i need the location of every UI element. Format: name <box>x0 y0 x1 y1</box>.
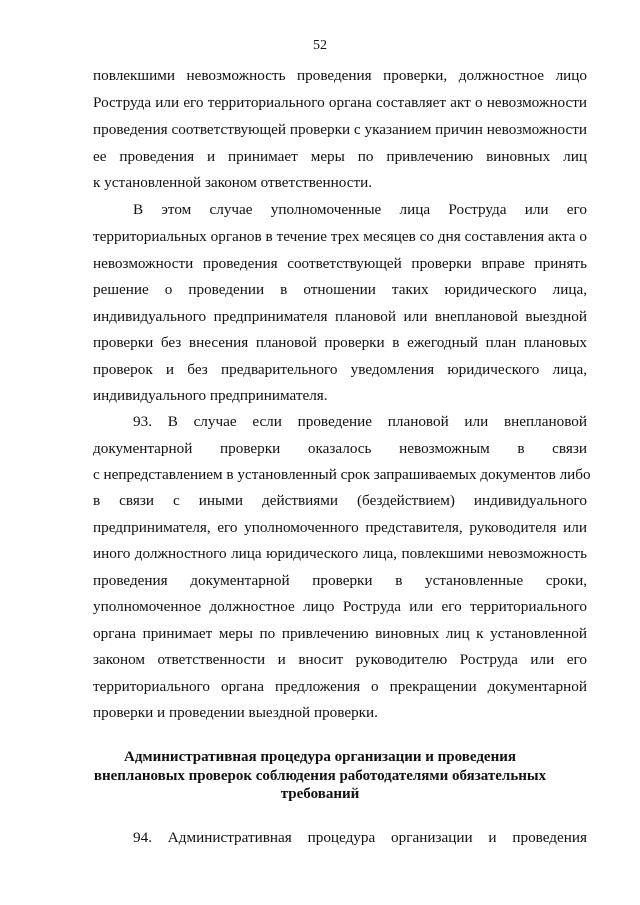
text-line: проведения соответствующей проверки с указанием причин невозможности <box>93 121 587 138</box>
text-line: органа принимает меры по привлечению виновных лиц к установленной <box>93 625 587 642</box>
text-line: В этом случае уполномоченные лица Роструда или его <box>133 201 587 218</box>
text-line: территориального органа предложения о прекращении документарной <box>93 678 587 695</box>
text-line: невозможности проведения соответствующей проверки вправе принять <box>93 255 587 272</box>
paragraph-94-first-line: 94. Административная процедура организации и проведения <box>133 829 587 846</box>
text-line: проведения документарной проверки в установленные сроки, <box>93 572 587 589</box>
text-line: территориальных органов в течение трех месяцев со дня составления акта о <box>93 228 587 245</box>
text-line: иного должностного лица юридического лица, повлекшими невозможность <box>93 545 587 562</box>
text-line: ее проведения и принимает меры по привлечению виновных лиц <box>93 148 587 165</box>
text-line: индивидуального предпринимателя плановой или внеплановой выездной <box>93 308 587 325</box>
text-line: 93. В случае если проведение плановой или внеплановой <box>133 413 587 430</box>
text-line: повлекшими невозможность проведения проверки, должностное лицо <box>93 67 587 84</box>
text-line: к установленной законом ответственности. <box>93 174 373 191</box>
heading-line: требований <box>280 786 360 802</box>
text-line: с непредставлением в установленный срок запрашиваемых документов либо <box>93 466 591 483</box>
heading-line: Административная процедура организации и проведения <box>124 749 516 765</box>
text-line: индивидуального предпринимателя. <box>93 387 328 404</box>
text-line: Роструда или его территориального органа составляет акт о невозможности <box>93 94 587 111</box>
text-line: законом ответственности и вносит руководителю Роструда или его <box>93 651 587 668</box>
text-line: уполномоченное должностное лицо Роструда или его территориального <box>93 598 587 615</box>
page-number: 52 <box>313 38 327 53</box>
text-line: документарной проверки оказалось невозможным в связи <box>93 440 587 457</box>
text-line: проверки и проведении выездной проверки. <box>93 704 378 721</box>
text-line: в связи с иными действиями (бездействием) индивидуального <box>93 492 587 509</box>
text-line: решение о проведении в отношении таких юридического лица, <box>93 281 587 298</box>
text-line: предпринимателя, его уполномоченного представителя, руководителя или <box>93 519 587 536</box>
heading-line: внеплановых проверок соблюдения работодателями обязательных <box>93 768 547 784</box>
text-line: проверки без внесения плановой проверки в ежегодный план плановых <box>93 334 587 351</box>
text-line: проверок и без предварительного уведомления юридического лица, <box>93 361 587 378</box>
